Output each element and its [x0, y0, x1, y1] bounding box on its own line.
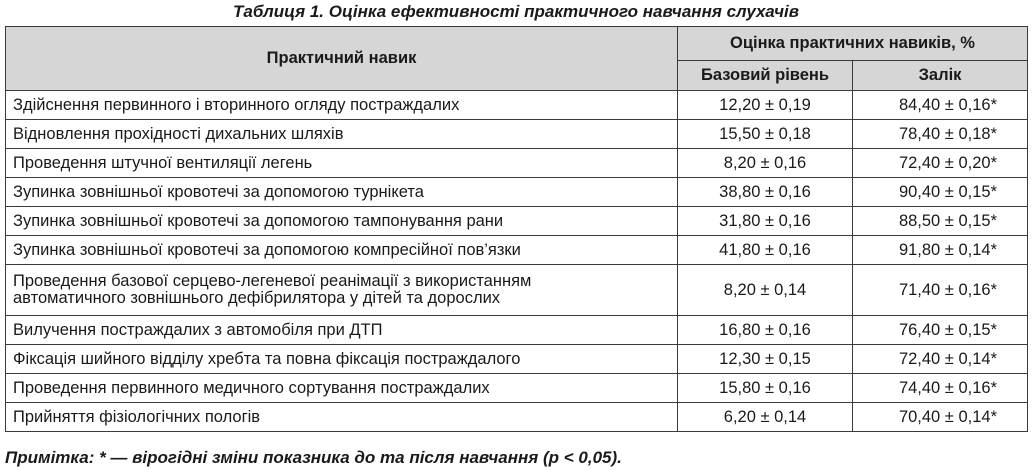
skill-cell: Фіксація шийного відділу хребта та повна фіксація постраждалого — [6, 345, 678, 374]
skill-cell: Зупинка зовнішньої кровотечі за допомогою компресійної пов’язки — [6, 236, 678, 265]
table-caption: Таблиця 1. Оцінка ефективності практичного навчання слухачів — [233, 2, 799, 21]
final-cell: 74,40 ± 0,16* — [853, 374, 1028, 403]
base-cell: 15,80 ± 0,16 — [678, 374, 853, 403]
header-group: Оцінка практичних навиків, % — [678, 27, 1028, 61]
skill-line: автоматичного зовнішнього дефібрилятора у дітей та дорослих — [13, 289, 501, 307]
base-cell: 16,80 ± 0,16 — [678, 316, 853, 345]
header-final: Залік — [853, 61, 1028, 91]
table-row — [6, 316, 1028, 345]
final-cell: 76,40 ± 0,15* — [853, 316, 1028, 345]
header-skill: Практичний навик — [6, 27, 678, 91]
table-row — [6, 207, 1028, 236]
base-cell: 38,80 ± 0,16 — [678, 178, 853, 207]
table-row — [6, 120, 1028, 149]
table-header — [6, 27, 1028, 91]
skill-cell: Проведення штучної вентиляції легень — [6, 149, 678, 178]
base-cell: 15,50 ± 0,18 — [678, 120, 853, 149]
base-cell: 8,20 ± 0,16 — [678, 149, 853, 178]
table-row — [6, 91, 1028, 120]
skill-cell: Здійснення первинного і вторинного огляду постраждалих — [6, 91, 678, 120]
final-cell: 72,40 ± 0,20* — [853, 149, 1028, 178]
final-cell: 88,50 ± 0,15* — [853, 207, 1028, 236]
table-row — [6, 236, 1028, 265]
skill-cell: Прийняття фізіологічних пологів — [6, 403, 678, 432]
skill-cell: Проведення первинного медичного сортування постраждалих — [6, 374, 678, 403]
skills-table — [5, 26, 1028, 432]
skill-line: Проведення базової серцево-легеневої реанімації з використанням — [13, 272, 532, 290]
base-cell: 12,20 ± 0,19 — [678, 91, 853, 120]
table-row — [6, 265, 1028, 316]
table-footnote: Примітка: * — вірогідні зміни показника до та після навчання (p < 0,05). — [5, 448, 622, 467]
table-body — [6, 91, 1028, 432]
header-base: Базовий рівень — [678, 61, 853, 91]
base-cell: 31,80 ± 0,16 — [678, 207, 853, 236]
base-cell: 41,80 ± 0,16 — [678, 236, 853, 265]
final-cell: 72,40 ± 0,14* — [853, 345, 1028, 374]
base-cell: 6,20 ± 0,14 — [678, 403, 853, 432]
skill-cell — [6, 265, 678, 316]
final-cell: 84,40 ± 0,16* — [853, 91, 1028, 120]
skill-cell: Зупинка зовнішньої кровотечі за допомогою тампонування рани — [6, 207, 678, 236]
table-row — [6, 178, 1028, 207]
final-cell: 91,80 ± 0,14* — [853, 236, 1028, 265]
final-cell: 71,40 ± 0,16* — [853, 265, 1028, 316]
final-cell: 70,40 ± 0,14* — [853, 403, 1028, 432]
table-row — [6, 149, 1028, 178]
final-cell: 78,40 ± 0,18* — [853, 120, 1028, 149]
skill-cell: Зупинка зовнішньої кровотечі за допомогою турнікета — [6, 178, 678, 207]
skill-cell: Відновлення прохідності дихальних шляхів — [6, 120, 678, 149]
base-cell: 8,20 ± 0,14 — [678, 265, 853, 316]
table-row — [6, 345, 1028, 374]
skill-cell: Вилучення постраждалих з автомобіля при ДТП — [6, 316, 678, 345]
final-cell: 90,40 ± 0,15* — [853, 178, 1028, 207]
base-cell: 12,30 ± 0,15 — [678, 345, 853, 374]
table-row — [6, 403, 1028, 432]
table-row — [6, 374, 1028, 403]
